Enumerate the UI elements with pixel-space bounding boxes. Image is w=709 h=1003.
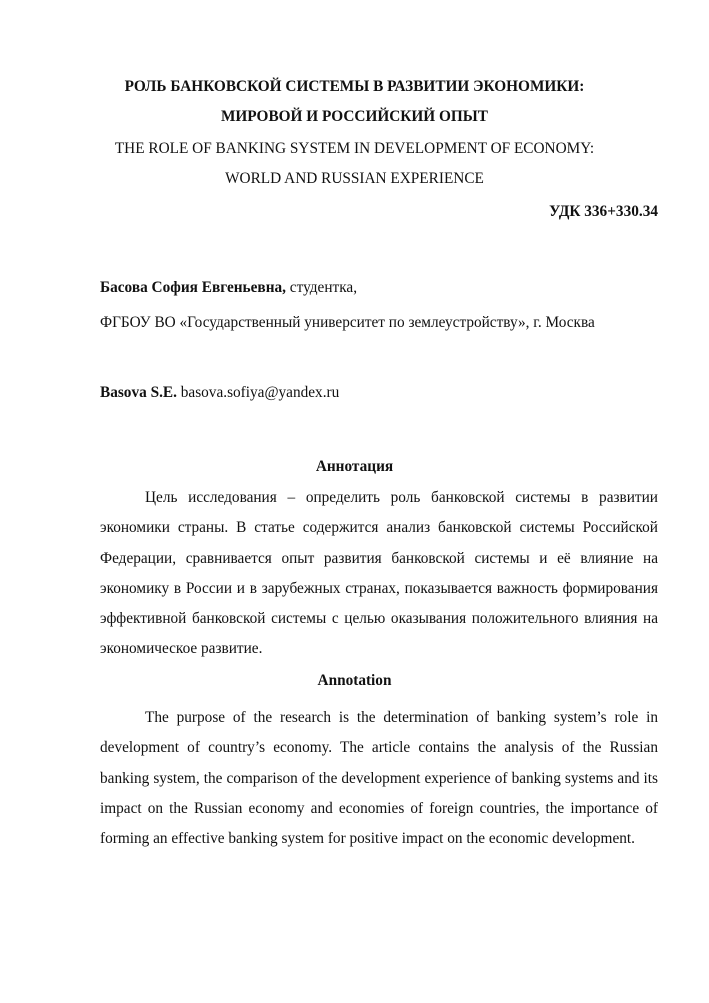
title-en-line-1: THE ROLE OF BANKING SYSTEM IN DEVELOPMENT OF ECONOMY: [114,140,595,157]
author-ru-name: Басова София Евгеньевна, [100,279,286,296]
author-ru-line [100,278,357,298]
author-en-name: Basova S.E. [100,384,177,401]
title-ru-line-1: РОЛЬ БАНКОВСКОЙ СИСТЕМЫ В РАЗВИТИИ ЭКОНОМИКИ: [124,78,585,95]
title-ru-line-2: МИРОВОЙ И РОССИЙСКИЙ ОПЫТ [220,108,489,125]
abstract-ru-text: Цель исследования – определить роль банковской системы в развитии экономики страны. В статье содержится анализ банковской системы Российской Федерации, сравнивается опыт развития банковской системы и её влияние на экономику в России и в зарубежных странах, показывается важность формирования эффективной банковской системы с целью оказывания положительного влияния на экономическое развитие. [100,489,658,658]
author-ru-affiliation: ФГБОУ ВО «Государственный университет по землеустройству», г. Москва [100,314,595,331]
author-ru-role: студентка, [285,279,358,296]
title-en-line-2: WORLD AND RUSSIAN EXPERIENCE [225,170,484,187]
abstract-en-text: The purpose of the research is the determination of banking system’s role in development of country’s economy. The article contains the analysis of the Russian banking system, the comparison of the development experience of banking systems and its impact on the Russian economy and economies of foreign countries, the importance of forming an effective banking system for positive impact on the economic development. [100,709,658,848]
udc-code: УДК 336+330.34 [549,203,658,220]
abstract-en-heading: Annotation [317,672,392,689]
author-en-line [100,383,339,403]
author-en-email: basova.sofiya@yandex.ru [180,384,340,401]
abstract-ru-heading: Аннотация [315,458,394,475]
